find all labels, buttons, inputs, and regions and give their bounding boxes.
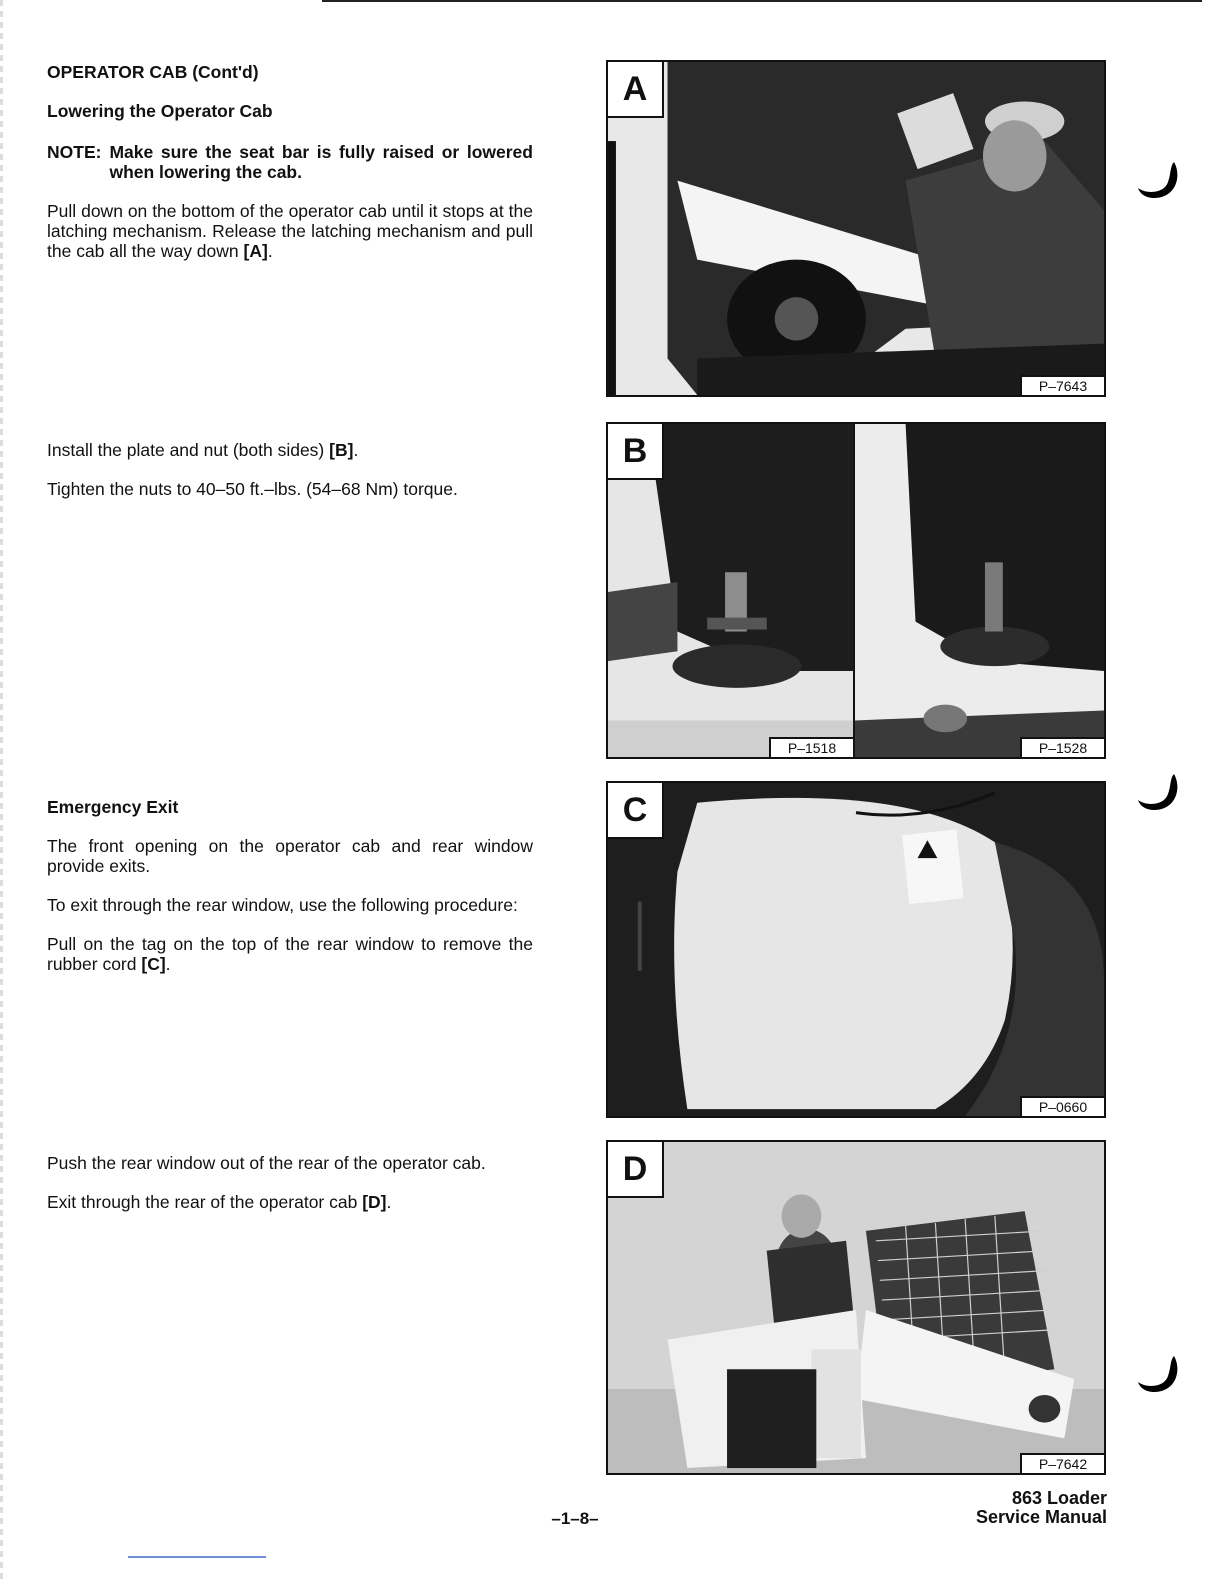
emergency-heading: Emergency Exit bbox=[47, 797, 179, 817]
figure-b-code-left: P–1518 bbox=[769, 737, 853, 757]
emergency-p1: The front opening on the operator cab and rear window provide exits. bbox=[47, 836, 533, 876]
figure-d-illustration bbox=[608, 1142, 1104, 1473]
crescent-tab-icon bbox=[1136, 156, 1184, 204]
install-text: Install the plate and nut (both sides) bbox=[47, 440, 325, 460]
figure-a-photo bbox=[606, 60, 1106, 397]
emergency-p3-text: Pull on the tag on the top of the rear window to remove the rubber cord bbox=[47, 934, 533, 974]
emergency-section bbox=[47, 797, 533, 974]
crescent-tab-icon bbox=[1136, 1350, 1184, 1398]
emergency-p5-text: Exit through the rear of the operator cab bbox=[47, 1192, 358, 1212]
emergency-p5: Exit through the rear of the operator cab [D]. bbox=[47, 1192, 392, 1212]
page-number: –1–8– bbox=[551, 1509, 599, 1528]
note-block bbox=[47, 142, 533, 182]
figure-c-photo bbox=[606, 781, 1106, 1118]
figure-ref-b: [B] bbox=[329, 440, 354, 460]
figure-d-code: P–7642 bbox=[1020, 1453, 1104, 1473]
figure-c-code: P–0660 bbox=[1020, 1096, 1104, 1116]
header-rule bbox=[322, 0, 1202, 2]
figure-ref-a: [A] bbox=[243, 241, 268, 261]
note-label: NOTE: bbox=[47, 142, 102, 162]
figure-b-photo bbox=[606, 422, 1106, 759]
install-instruction: Install the plate and nut (both sides) [B]. bbox=[47, 440, 359, 460]
exit-section bbox=[47, 1153, 533, 1212]
figure-d-photo bbox=[606, 1140, 1106, 1475]
section-heading: OPERATOR CAB (Cont'd) bbox=[47, 62, 259, 82]
note-text: Make sure the seat bar is fully raised or lowered when lowering the cab. bbox=[109, 142, 533, 182]
figure-b-illustration bbox=[608, 424, 1104, 757]
page-edge-scan bbox=[0, 0, 3, 1584]
figure-b-code-right: P–1528 bbox=[1020, 737, 1104, 757]
torque-instruction: Tighten the nuts to 40–50 ft.–lbs. (54–68 Nm) torque. bbox=[47, 479, 458, 499]
emergency-p4: Push the rear window out of the rear of the operator cab. bbox=[47, 1153, 486, 1173]
figure-ref-d: [D] bbox=[362, 1192, 387, 1212]
figure-a-code: P–7643 bbox=[1020, 375, 1104, 395]
manual-title-line2: Service Manual bbox=[975, 1507, 1107, 1527]
figure-ref-c: [C] bbox=[141, 954, 166, 974]
bottom-rule bbox=[128, 1556, 266, 1558]
install-section bbox=[47, 440, 533, 499]
manual-title-line1: 863 Loader bbox=[1011, 1488, 1107, 1508]
emergency-p3: Pull on the tag on the top of the rear window to remove the rubber cord [C]. bbox=[47, 934, 533, 974]
figure-a-label: A bbox=[608, 62, 664, 118]
figure-d-label: D bbox=[608, 1142, 664, 1198]
figure-b-label: B bbox=[608, 424, 664, 480]
figure-c-illustration bbox=[608, 783, 1104, 1116]
lowering-text: Pull down on the bottom of the operator cab until it stops at the latching mechanism. Release the latching mechanism and pull the cab all the way down bbox=[47, 201, 533, 261]
emergency-p2: To exit through the rear window, use the following procedure: bbox=[47, 895, 518, 915]
section-subheading: Lowering the Operator Cab bbox=[47, 101, 273, 121]
figure-c-label: C bbox=[608, 783, 664, 839]
manual-title bbox=[976, 1489, 1107, 1527]
figure-a-illustration bbox=[608, 62, 1104, 395]
crescent-tab-icon bbox=[1136, 768, 1184, 816]
lowering-section bbox=[47, 62, 533, 261]
lowering-instructions: Pull down on the bottom of the operator cab until it stops at the latching mechanism. Release the latching mechanism and pull the cab all the way down [A]. bbox=[47, 201, 533, 261]
